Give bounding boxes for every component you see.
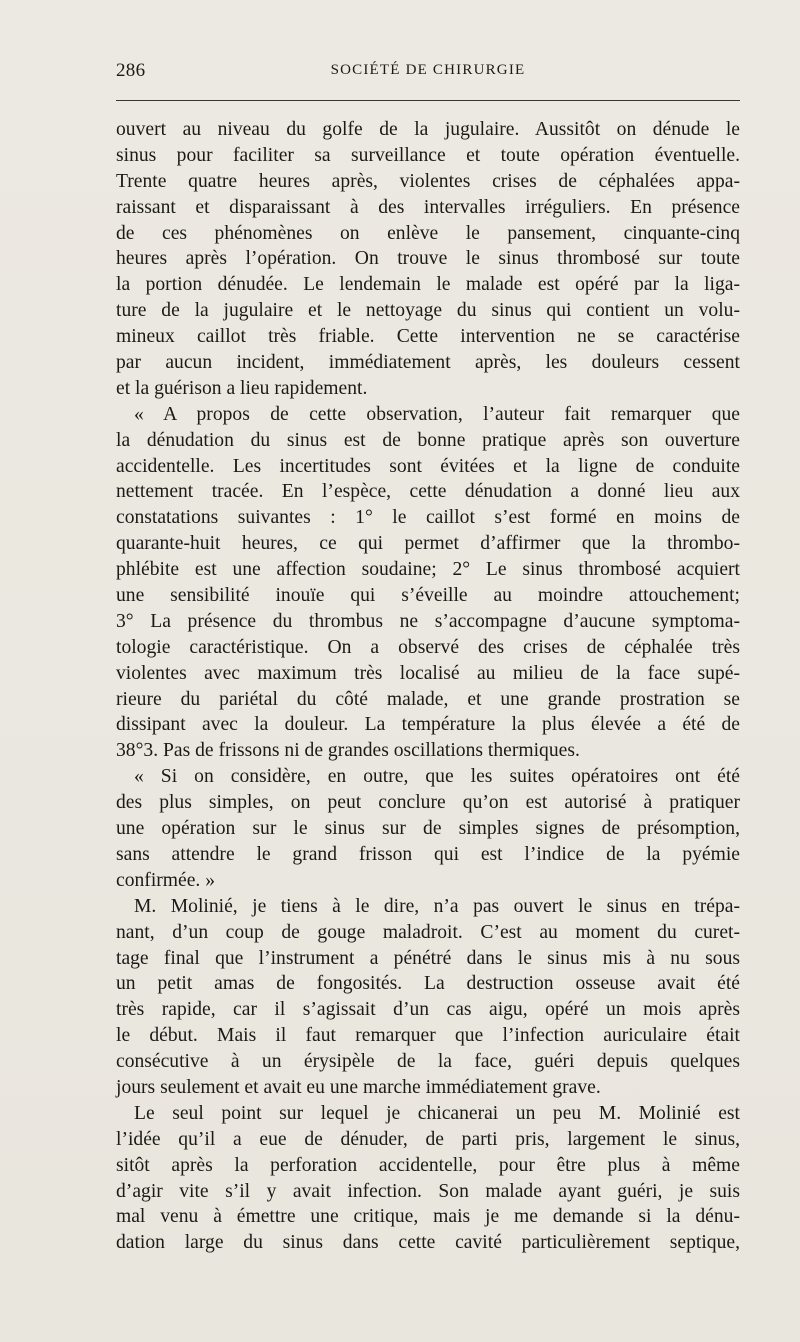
text-line: sitôt après la perforation accidentelle, pour être plus à même	[116, 1154, 740, 1176]
text-line: M. Molinié, je tiens à le dire, n’a pas ouvert le sinus en trépa-	[134, 895, 740, 917]
text-line: des plus simples, on peut conclure qu’on est autorisé à pratiquer	[116, 792, 740, 814]
text-line: accidentelle. Les incertitudes sont évitées et la ligne de conduite	[116, 455, 740, 477]
text-line: heures après l’opération. On trouve le sinus thrombosé sur toute	[116, 248, 740, 270]
text-line: nettement tracée. En l’espèce, cette dénudation a donné lieu aux	[116, 481, 740, 503]
text-line: la dénudation du sinus est de bonne pratique après son ouverture	[116, 429, 740, 451]
text-line: consécutive à un érysipèle de la face, guéri depuis quelques	[116, 1051, 740, 1073]
text-line: ouvert au niveau du golfe de la jugulaire. Aussitôt on dénude le	[116, 119, 740, 140]
text-line: ture de la jugulaire et le nettoyage du sinus qui contient un volu-	[116, 300, 740, 322]
text-line: Trente quatre heures après, violentes crises de céphalées appa-	[116, 170, 740, 192]
text-line: Le seul point sur lequel je chicanerai un peu M. Molinié est	[134, 1102, 740, 1124]
text-line: par aucun incident, immédiatement après, les douleurs cessent	[116, 352, 740, 374]
text-line: tologie caractéristique. On a observé des crises de céphalée très	[116, 636, 740, 658]
text-line: de ces phénomènes on enlève le pansement, cinquante-cinq	[116, 222, 740, 244]
text-line: une opération sur le sinus sur de simples signes de présomption,	[116, 818, 740, 840]
text-line: et la guérison a lieu rapidement.	[116, 377, 368, 399]
text-line: nant, d’un coup de gouge maladroit. C’est au moment du curet-	[116, 921, 740, 943]
text-line: rieure du pariétal du côté malade, et une grande prostration se	[116, 688, 740, 710]
text-line: sans attendre le grand frisson qui est l’indice de la pyémie	[116, 843, 740, 865]
text-line: quarante-huit heures, ce qui permet d’affirmer que la thrombo-	[116, 533, 740, 555]
text-line: d’agir vite s’il y avait infection. Son malade ayant guéri, je suis	[116, 1180, 740, 1202]
text-line: violentes avec maximum très localisé au milieu de la face supé-	[116, 662, 740, 684]
text-line: raissant et disparaissant à des intervalles irréguliers. En présence	[116, 196, 740, 218]
text-line: sinus pour faciliter sa surveillance et toute opération éventuelle.	[116, 144, 740, 166]
text-line: l’idée qu’il a eue de dénuder, de parti pris, largement le sinus,	[116, 1128, 740, 1150]
text-line: la portion dénudée. Le lendemain le malade est opéré par la liga-	[116, 274, 740, 296]
text-line: « Si on considère, en outre, que les suites opératoires ont été	[134, 766, 740, 788]
text-line: mal venu à émettre une critique, mais je me demande si la dénu-	[116, 1206, 740, 1228]
text-line: le début. Mais il faut remarquer que l’infection auriculaire était	[116, 1025, 740, 1047]
text-line: très rapide, car il s’agissait d’un cas aigu, opéré un mois après	[116, 999, 740, 1021]
text-line: une sensibilité inouïe qui s’éveille au moindre attouchement;	[116, 585, 740, 607]
text-line: jours seulement et avait eu une marche immédiatement grave.	[116, 1076, 601, 1098]
header-rule	[116, 100, 740, 101]
text-line: dation large du sinus dans cette cavité particulièrement septique,	[116, 1232, 740, 1254]
running-head: SOCIÉTÉ DE CHIRURGIE	[330, 62, 526, 78]
text-line: mineux caillot très friable. Cette intervention ne se caractérise	[116, 326, 740, 348]
text-line: phlébite est une affection soudaine; 2° Le sinus thrombosé acquiert	[116, 559, 740, 581]
text-line: 3° La présence du thrombus ne s’accompagne d’aucune symptoma-	[116, 610, 740, 632]
body-text	[116, 117, 740, 1256]
text-line: 38°3. Pas de frissons ni de grandes oscillations thermiques.	[116, 740, 580, 762]
text-line: « A propos de cette observation, l’auteur fait remarquer que	[134, 403, 740, 425]
text-line: dissipant avec la douleur. La température la plus élevée a été de	[116, 714, 740, 736]
page-number: 286	[116, 60, 146, 81]
text-line: un petit amas de fongosités. La destruction osseuse avait été	[116, 973, 740, 995]
text-line: confirmée. »	[116, 869, 216, 891]
text-line: tage final que l’instrument a pénétré dans le sinus mis à nu sous	[116, 947, 740, 969]
page-header	[116, 60, 740, 86]
text-line: constatations suivantes : 1° le caillot s’est formé en moins de	[116, 507, 740, 529]
